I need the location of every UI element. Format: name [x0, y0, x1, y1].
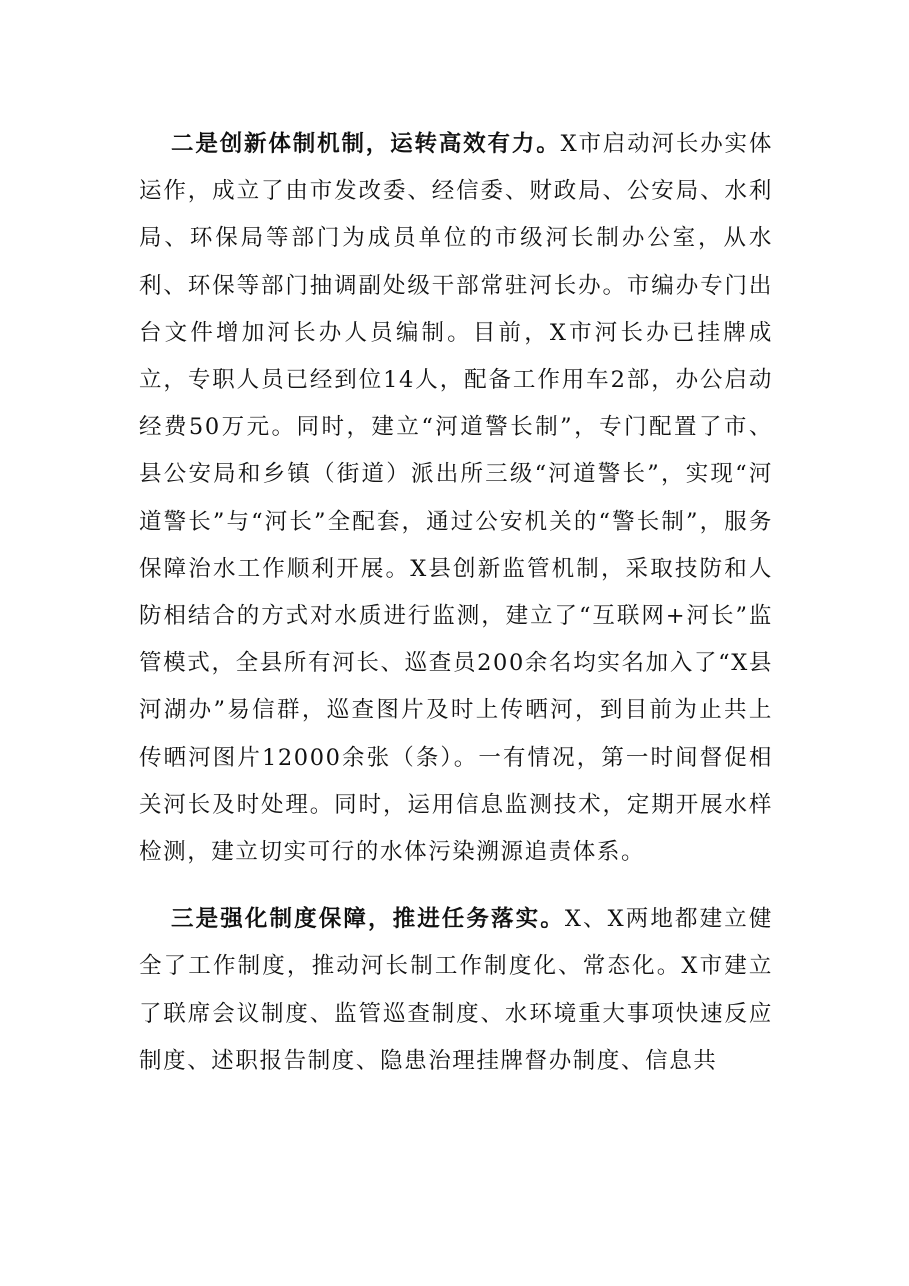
document-body — [139, 121, 773, 1085]
paragraph-heading: 二是创新体制机制，运转高效有力。 — [171, 131, 561, 157]
paragraph-system-guarantee — [139, 896, 773, 1085]
paragraph-innovation — [139, 121, 773, 876]
paragraph-text: X、X两地都建立健全了工作制度，推动河长制工作制度化、常态化。X市建立了联席会议制度、监管巡查制度、水环境重大事项快速反应制度、述职报告制度、隐患治理挂牌督办制度、信息共 — [139, 906, 773, 1074]
paragraph-text: X市启动河长办实体运作，成立了由市发改委、经信委、财政局、公安局、水利局、环保局等部门为成员单位的市级河长制办公室，从水利、环保等部门抽调副处级干部常驻河长办。市编办专门出台文件增加河长办人员编制。目前，X市河长办已挂牌成立，专职人员已经到位14人，配备工作用车2部，办公启动经费50万元。同时，建立“河道警长制”，专门配置了市、县公安局和乡镇（街道）派出所三级“河道警长”，实现“河道警长”与“河长”全配套，通过公安机关的“警长制”，服务保障治水工作顺利开展。X县创新监管机制，采取技防和人防相结合的方式对水质进行监测，建立了“互联网+河长”监管模式，全县所有河长、巡查员200余名均实名加入了“X县河湖办”易信群，巡查图片及时上传晒河，到目前为止共上传晒河图片12000余张（条）。一有情况，第一时间督促相关河长及时处理。同时，运用信息监测技术，定期开展水样检测，建立切实可行的水体污染溯源追责体系。 — [139, 131, 774, 866]
paragraph-heading: 三是强化制度保障，推进任务落实。 — [171, 906, 565, 933]
